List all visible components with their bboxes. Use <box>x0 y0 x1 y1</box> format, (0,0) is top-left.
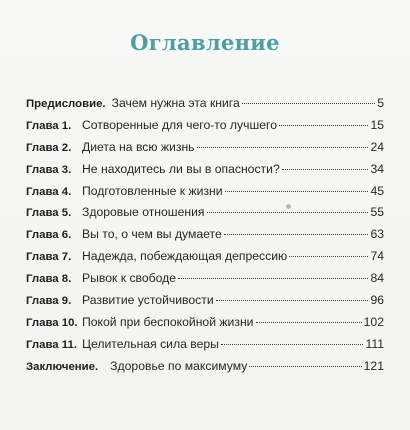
dot-leader <box>207 212 369 213</box>
toc-label: Заключение. <box>26 360 99 373</box>
toc-entry-conclusion <box>26 359 384 381</box>
toc-label: Глава 2. <box>26 141 72 154</box>
toc-title: Рывок к свободе <box>82 271 177 286</box>
dot-leader <box>289 256 368 257</box>
toc-label: Глава 3. <box>26 163 72 176</box>
toc-label: Глава 10. <box>26 316 78 329</box>
toc-page-number: 5 <box>377 96 384 110</box>
toc-entry-chapter-11 <box>26 337 384 359</box>
dot-leader <box>242 103 375 104</box>
toc-entry-chapter-4 <box>26 184 384 206</box>
toc-entry-chapter-1 <box>26 118 384 140</box>
toc-label: Глава 8. <box>26 273 72 286</box>
toc-title: Покой при беспокойной жизни <box>82 314 254 329</box>
toc-title: Развитие устойчивости <box>82 293 214 308</box>
toc-page-number: 96 <box>370 293 384 308</box>
toc-label: Глава 9. <box>26 295 72 308</box>
toc-entry-chapter-7 <box>26 249 384 271</box>
toc-entry-chapter-9 <box>26 293 384 315</box>
toc-page-number: 84 <box>370 271 384 286</box>
dot-leader <box>256 322 362 323</box>
toc-label: Глава 7. <box>26 251 72 264</box>
toc-title: Не находитесь ли вы в опасности? <box>82 161 280 176</box>
toc-title: Здоровье по максимуму <box>110 358 248 373</box>
dot-leader <box>249 366 361 367</box>
toc-page-number: 15 <box>370 117 384 132</box>
toc-entry-chapter-3 <box>26 162 384 184</box>
toc-entry-chapter-8 <box>26 271 384 293</box>
toc-label: Глава 1. <box>26 119 72 132</box>
toc-title: Здоровые отношения <box>82 205 205 220</box>
dot-leader <box>197 147 369 148</box>
toc-page-number: 102 <box>363 314 384 329</box>
dot-leader <box>216 300 369 301</box>
toc-title: Зачем нужна эта книга <box>111 96 240 110</box>
toc-label: Глава 4. <box>26 185 72 198</box>
toc-entry-chapter-6 <box>26 227 384 249</box>
dot-leader <box>282 169 369 170</box>
toc-entry-chapter-2 <box>26 140 384 162</box>
toc-title: Сотворенные для чего-то лучшего <box>82 117 277 132</box>
table-of-contents <box>26 96 384 381</box>
page-title: Оглавление <box>130 30 280 55</box>
toc-entry-chapter-10 <box>26 315 384 337</box>
toc-page-number: 63 <box>370 227 384 242</box>
dot-leader <box>221 344 364 345</box>
toc-page-number: 111 <box>365 336 384 351</box>
toc-page-number: 121 <box>363 358 384 373</box>
toc-page-number: 34 <box>370 161 384 176</box>
toc-page-number: 24 <box>370 139 384 154</box>
dot-leader <box>279 125 368 126</box>
dot-leader <box>178 278 368 279</box>
toc-title: Надежда, побеждающая депрессию <box>82 249 288 264</box>
toc-title: Диета на всю жизнь <box>82 139 195 154</box>
toc-label: Глава 6. <box>26 229 72 242</box>
toc-page-number: 55 <box>370 205 384 220</box>
toc-title: Вы то, о чем вы думаете <box>82 227 222 242</box>
toc-label: Глава 11. <box>26 338 78 351</box>
dot-leader <box>224 234 369 235</box>
toc-title: Подготовленные к жизни <box>82 183 223 198</box>
toc-entry-preface <box>26 96 384 118</box>
paper-speck <box>286 204 291 209</box>
toc-entry-chapter-5 <box>26 205 384 227</box>
toc-title: Целительная сила веры <box>82 336 219 351</box>
toc-label: Глава 5. <box>26 207 72 220</box>
toc-page-number: 74 <box>370 249 384 264</box>
dot-leader <box>225 191 369 192</box>
toc-label: Предисловие. <box>26 98 106 110</box>
toc-page-number: 45 <box>370 183 384 198</box>
